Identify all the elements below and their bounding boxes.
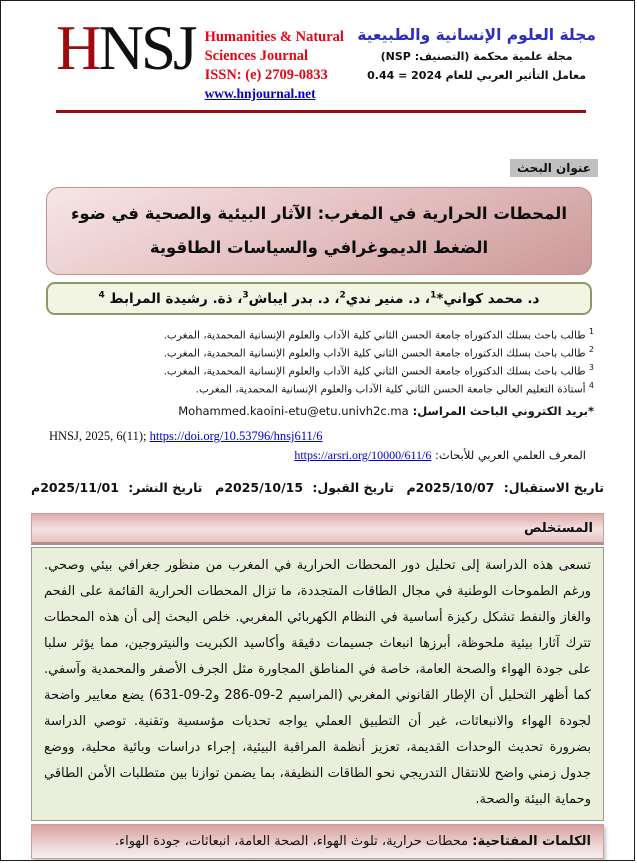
affiliation-footnotes: [41, 326, 594, 420]
received-date-label: تاريخ الاستقبال:: [503, 479, 604, 495]
header-divider: [56, 110, 586, 113]
doi-link[interactable]: https://doi.org/10.53796/hnsj611/6: [149, 428, 323, 443]
received-date: [406, 480, 604, 495]
arabic-scientific-id-label: المعرف العلمي العربي للأبحاث:: [431, 447, 586, 462]
journal-header: [1, 1, 634, 103]
accepted-date-label: تاريخ القبول:: [312, 479, 394, 495]
author-2: ، د. منير ندي$^2$: [339, 290, 431, 307]
footnote-2-number: 2: [588, 344, 594, 354]
impact-factor: معامل التأثير العربي للعام 2024 = 0.44: [367, 69, 587, 82]
footnote-2-text: طالب باحث بسلك الدكتوراه جامعة الحسن الثاني كلية الآداب والعلوم الإنسانية المحمدية، المغرب.: [163, 347, 586, 360]
authors-box: [46, 282, 592, 315]
footnote-1: [41, 326, 594, 344]
arsri-link[interactable]: https://arsri.org/10000/611/6: [294, 447, 432, 462]
footnote-3-text: طالب باحث بسلك الدكتوراه جامعة الحسن الثاني كلية الآداب والعلوم الإنسانية المحمدية، المغرب.: [163, 365, 586, 378]
author-3-affiliation-sup: 3: [242, 290, 249, 300]
paper-title: المحطات الحرارية في المغرب: الآثار البيئية والصحية في ضوء الضغط الديموغرافي والسياسات الطاقوية: [71, 204, 567, 258]
published-date: [31, 480, 202, 495]
accepted-date: [215, 480, 394, 495]
author-1: د. محمد كواني*$^1$: [430, 290, 540, 307]
footnote-4: [41, 380, 594, 398]
citation-row: [49, 429, 634, 444]
journal-info-en: [205, 28, 344, 103]
author-3: ، د. بدر ايباش$^3$: [242, 290, 340, 307]
journal-name-ar: مجلة العلوم الإنسانية والطبيعية: [357, 26, 596, 44]
journal-name-en-line2: Sciences Journal: [204, 47, 309, 64]
published-date-value: 2025/11/01م: [31, 479, 119, 495]
corresponding-author-line: [41, 403, 594, 420]
footnote-4-text: أستاذة التعليم العالي جامعة الحسن الثاني كلية الآداب والعلوم الإنسانية المحمدية، المغرب.: [195, 383, 586, 396]
footnote-1-text: طالب باحث بسلك الدكتوراه جامعة الحسن الثاني كلية الآداب والعلوم الإنسانية المحمدية، المغرب.: [163, 329, 586, 341]
author-4-affiliation-sup: 4: [98, 290, 105, 300]
received-date-value: 2025/10/07م: [406, 479, 495, 495]
author-1-affiliation-sup: 1: [430, 290, 437, 300]
author-4: ، ذة. رشيدة المرابط $^4$: [98, 290, 243, 307]
footnote-3-number: 3: [588, 363, 594, 372]
author-2-affiliation-sup: 2: [339, 290, 346, 300]
paper-title-box: [46, 187, 592, 275]
corresponding-author-label: *بريد الكتروني الباحث المراسل:: [412, 403, 594, 418]
keywords-text: محطات حرارية، تلوث الهواء، الصحة العامة، انبعاثات، جودة الهواء.: [114, 833, 473, 849]
journal-info-ar: [357, 26, 596, 82]
corresponding-author-email: Mohammed.kaoini-etu@etu.univh2c.ma: [178, 403, 409, 418]
keywords-bar: [31, 824, 604, 859]
footnote-2: [41, 344, 594, 362]
research-title-label-row: [1, 157, 598, 177]
abstract-text: تسعى هذه الدراسة إلى تحليل دور المحطات الحرارية في المغرب من منظور جغرافي بيئي وصحي. ورغم الطموحات الوطنية في مجال الطاقات المتجددة، ما تزال المحطات الحرارية القائمة على الفحم والغاز والنفط تشكل ركيزة أساسية في النظام الكهربائي المغربي. خلص البحث إلى أن هذه المحطات تترك آثارا بيئية ملحوظة، أبرزها انبعاث جسيمات دقيقة وأكاسيد الكبريت والنيتروجين، مما يؤثر سلبا على جودة الهواء والصحة العامة، خاصة في المناطق المجاورة مثل الجرف الأصفر والمحمدية وآسفي. كما أظهر التحليل أن الإطار القانوني المغربي (المراسيم 2-09-286 و2-09-631) يضع معايير واضحة لجودة الهواء والانبعاثات، غير أن التطبيق العملي يواجه تحديات مؤسسية وتقنية. توصي الدراسة بضرورة تحديث الوحدات القديمة، تعزيز أنظمة المراقبة البيئية، إجراء دراسات وبائية محلية، ووضع جدول زمني واضح للانتقال التدريجي نحو الطاقات النظيفة، بما يضمن توازنا بين متطلبات الأمن الطاقي وحماية البيئة والصحة.: [31, 547, 604, 821]
logo-letter-h: H: [56, 13, 99, 83]
research-title-label: عنوان البحث: [510, 159, 598, 177]
journal-name-en-line1: Humanities & Natural: [204, 29, 344, 45]
published-date-label: تاريخ النشر:: [128, 479, 203, 495]
keywords-label: الكلمات المفتاحية:: [472, 833, 591, 849]
citation-prefix: HNSJ, 2025, 6(11);: [49, 428, 150, 443]
abstract-header: المستخلص: [31, 513, 604, 545]
footnote-3: [41, 362, 594, 380]
logo-letters-nsj: NSJ: [98, 13, 195, 83]
journal-issn: ISSN: (e) 2709-0833: [204, 66, 328, 83]
journal-website-link[interactable]: www.hnjournal.net: [204, 85, 316, 101]
journal-type-ar: مجلة علمية محكمة (التصنيف: NSP): [380, 50, 573, 63]
dates-row: [31, 480, 604, 495]
abstract-section: [31, 513, 604, 859]
footnote-4-number: 4: [588, 381, 594, 391]
accepted-date-value: 2025/10/15م: [215, 479, 304, 495]
arabic-scientific-id-row: [1, 448, 586, 463]
hnsj-logo: [56, 13, 195, 83]
footnote-1-number: 1: [588, 326, 594, 336]
